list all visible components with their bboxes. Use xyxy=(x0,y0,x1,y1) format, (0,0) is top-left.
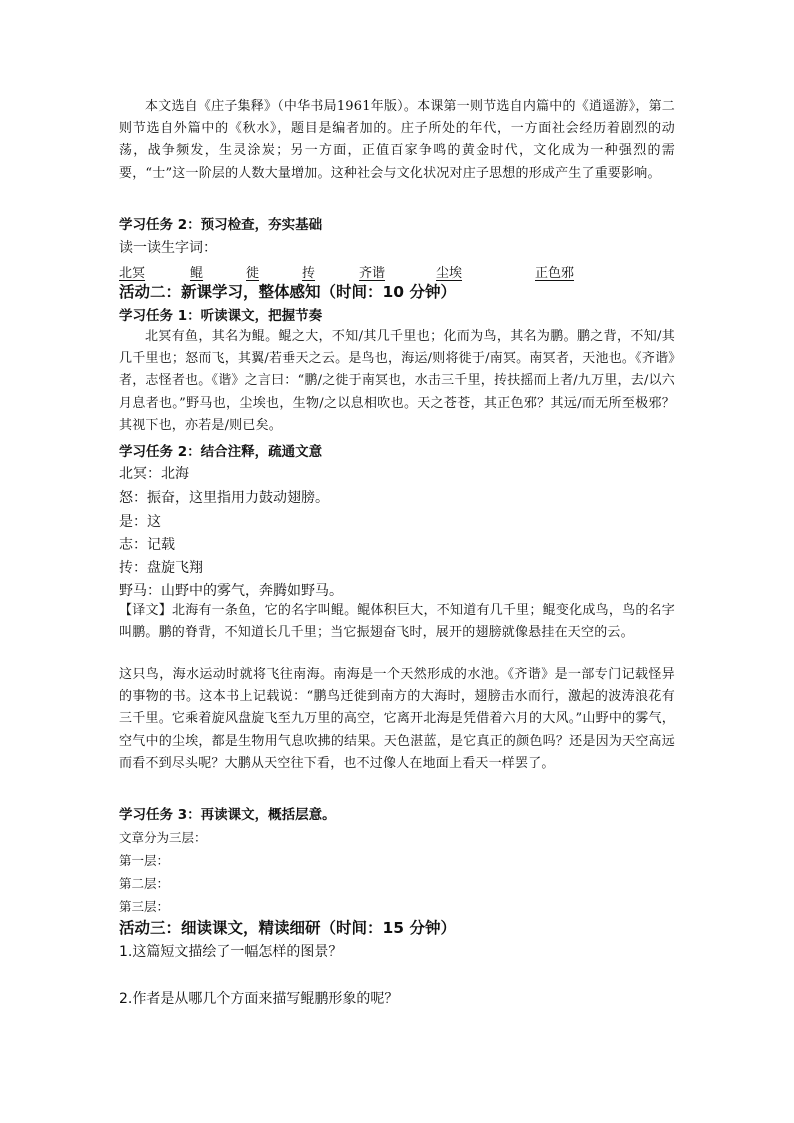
gloss-item: 志：记载 xyxy=(119,537,175,553)
layer-line: 第一层： xyxy=(119,853,170,868)
vocab-list xyxy=(119,262,679,280)
gloss-item: 怒：振奋，这里指用力鼓动翅膀。 xyxy=(119,490,329,506)
vocab-word: 正色邪 xyxy=(535,266,575,281)
intro-paragraph: 本文选自《庄子集释》（中华书局1961年版）。本课第一则节选自内篇中的《逍遥游》，第二则节选自外篇中的《秋水》，题目是编者加的。庄子所处的年代，一方面社会经历着剧烈的动荡，战争频发，生灵涂炭；另一方面，正值百家争鸣的黄金时代，文化成为一种强烈的需要，“士”这一阶层的人数大量增加。这种社会与文化状况对庄子思想的形成产生了重要影响。 xyxy=(119,99,675,181)
task2b-heading: 学习任务 2：结合注释，疏通文意 xyxy=(119,444,323,460)
translation-text-1: 北海有一条鱼，它的名字叫鲲。鲲体积巨大，不知道有几千里；鲲变化成鸟，鸟的名字叫鹏。鹏的脊背，不知道长几千里；当它振翅奋飞时，展开的翅膀就像悬挂在天空的云。 xyxy=(119,603,675,641)
question-2: 2.作者是从哪几个方面来描写鲲鹏形象的呢？ xyxy=(119,991,399,1007)
task3-heading: 学习任务 3：再读课文，概括层意。 xyxy=(119,807,336,823)
question-1: 1.这篇短文描绘了一幅怎样的图景？ xyxy=(119,944,343,960)
activity2-heading: 活动二：新课学习，整体感知（时间：10 分钟） xyxy=(119,283,456,301)
task2-heading: 学习任务 2：预习检查，夯实基础 xyxy=(119,217,323,233)
layer-line: 第二层： xyxy=(119,876,170,891)
gloss-item: 野马：山野中的雾气，奔腾如野马。 xyxy=(119,583,343,599)
activity3-heading: 活动三：细读课文，精读细研（时间：15 分钟） xyxy=(119,919,456,937)
vocab-word: 抟 xyxy=(302,266,316,281)
layer-line: 第三层： xyxy=(119,899,170,914)
classical-passage: 北冥有鱼，其名为鲲。鲲之大，不知/其几千里也；化而为鸟，其名为鹏。鹏之背，不知/其几千里也；怒而飞，其翼/若垂天之云。是鸟也，海运/则将徙于/南冥。南冥者，天池也。《齐谐》者，志怪者也。《谐》之言曰：“鹏/之徙于南冥也，水击三千里，抟扶摇而上者/九万里，去/以六月息者也。”野马也，尘埃也，生物/之以息相吹也。天之苍苍，其正色邪？其远/而无所至极邪？其视下也，亦若是/则已矣。 xyxy=(119,329,675,433)
vocab-prompt: 读一读生字词： xyxy=(119,240,217,256)
task1-heading: 学习任务 1：听读课文，把握节奏 xyxy=(119,308,323,324)
translation-paragraph-2: 这只鸟，海水运动时就将飞往南海。南海是一个天然形成的水池。《齐谐》是一部专门记载怪异的事物的书。这本书上记载说：“鹏鸟迁徙到南方的大海时，翅膀击水而行，激起的波涛浪花有三千里。它乘着旋风盘旋飞至九万里的高空，它离开北海是凭借着六月的大风。”山野中的雾气，空气中的尘埃，都是生物用气息吹拂的结果。天色湛蓝，是它真正的颜色吗？还是因为天空高远而看不到尽头呢？大鹏从天空往下看，也不过像人在地面上看天一样罢了。 xyxy=(119,667,675,771)
vocab-word: 齐谐 xyxy=(359,266,386,281)
translation-label: 【译文】 xyxy=(119,603,172,618)
translation-paragraph-1 xyxy=(119,600,675,644)
layers-intro: 文章分为三层： xyxy=(119,830,207,845)
gloss-item: 北冥：北海 xyxy=(119,466,189,482)
vocab-word: 徙 xyxy=(246,266,260,281)
gloss-item: 抟：盘旋飞翔 xyxy=(119,560,203,576)
vocab-word: 鲲 xyxy=(190,266,204,281)
gloss-item: 是：这 xyxy=(119,514,161,530)
vocab-word: 尘埃 xyxy=(436,266,463,281)
vocab-word: 北冥 xyxy=(119,266,146,281)
